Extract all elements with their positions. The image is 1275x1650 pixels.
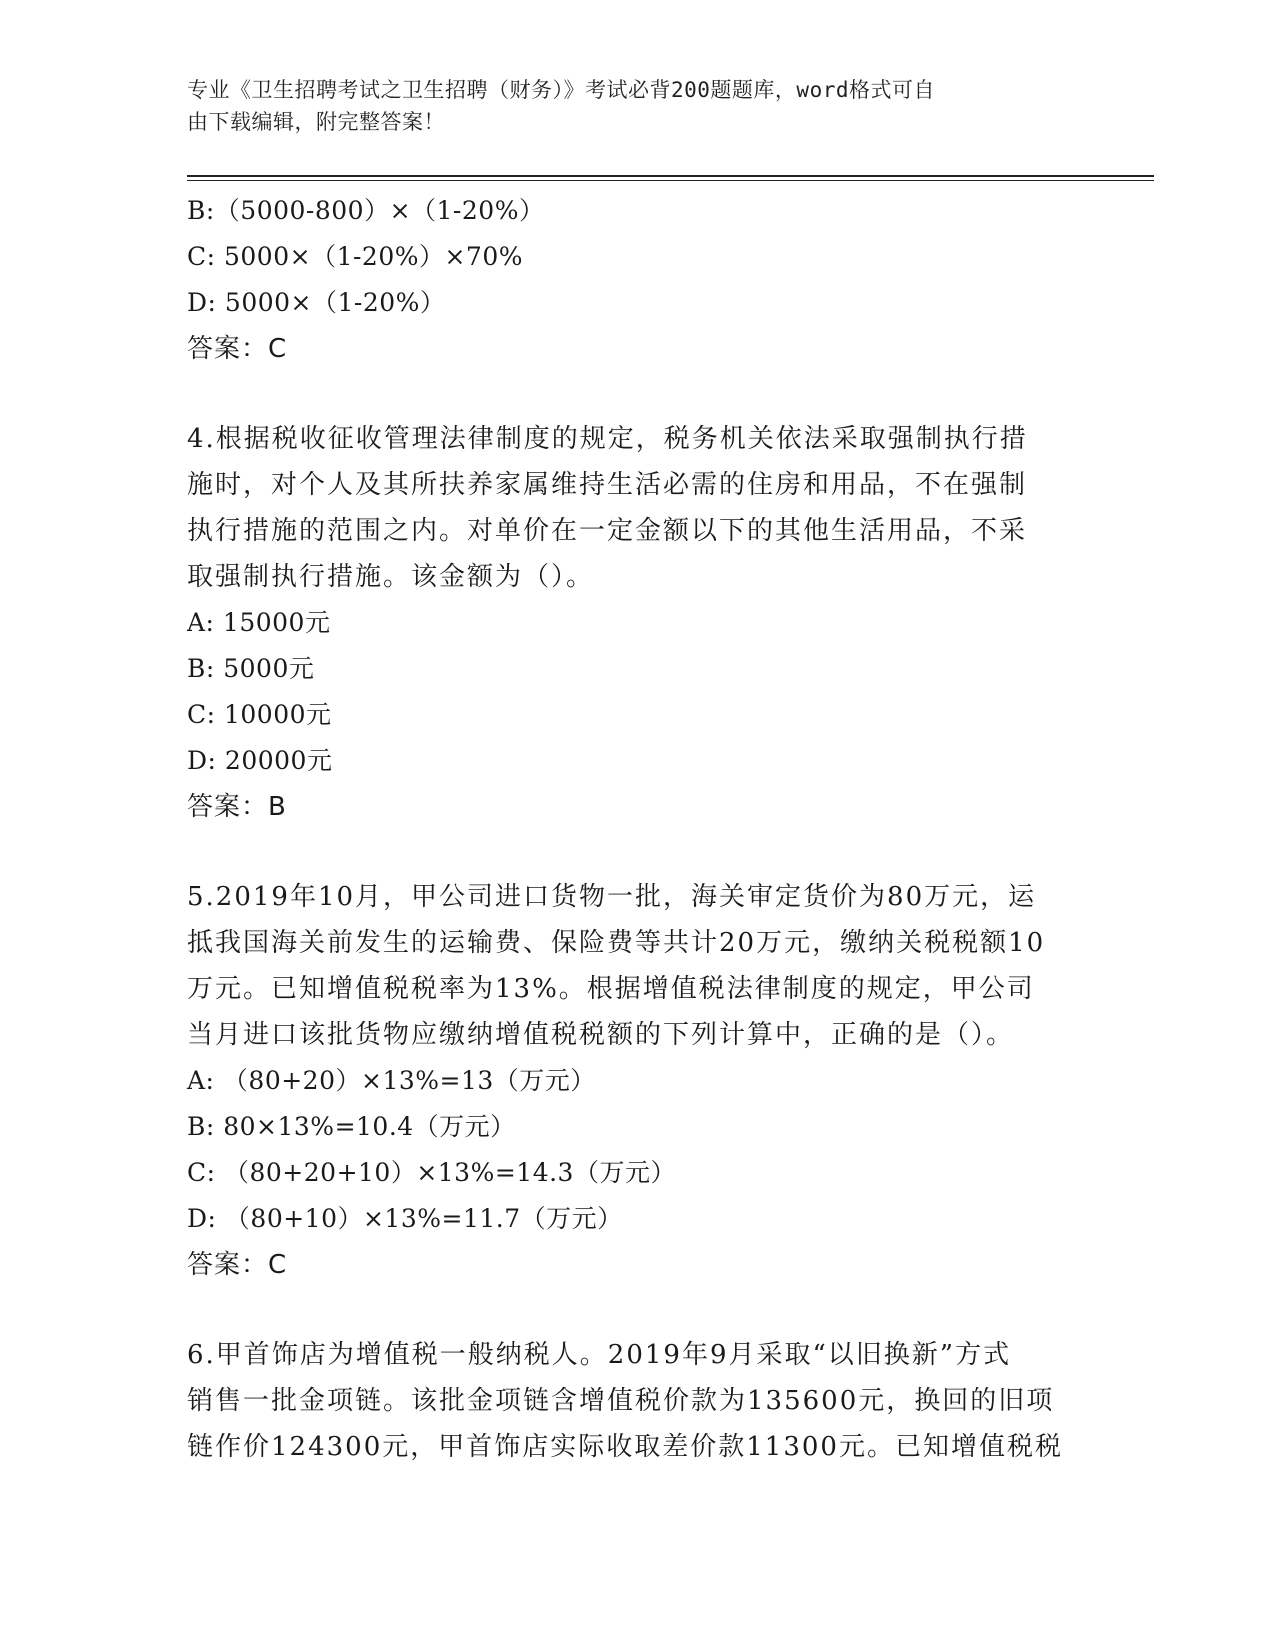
q5-answer: 答案：C — [187, 1250, 288, 1280]
q4-option-b: B: 5000元 — [187, 654, 315, 683]
question-4 — [187, 416, 1087, 830]
q3-answer: 答案：C — [187, 334, 288, 364]
q3-option-b: B:（5000-800）×（1-20%） — [187, 196, 545, 225]
q5-option-a: A: （80+20）×13%=13（万元） — [187, 1066, 596, 1095]
header-line-1: 专业《卫生招聘考试之卫生招聘（财务）》考试必背200题题库，word格式可自 — [187, 78, 935, 102]
q5-stem-line: 当月进口该批货物应缴纳增值税税额的下列计算中，正确的是（）。 — [187, 1020, 1015, 1050]
question-5 — [187, 874, 1087, 1288]
q4-stem-line: 取强制执行措施。该金额为（）。 — [187, 562, 595, 592]
spacer — [187, 372, 1087, 416]
q5-option-d: D: （80+10）×13%=11.7（万元） — [187, 1204, 623, 1233]
spacer — [187, 830, 1087, 874]
q3-option-d: D: 5000×（1-20%） — [187, 288, 446, 317]
spacer — [187, 1288, 1087, 1332]
q4-stem-line: 4.根据税收征收管理法律制度的规定，税务机关依法采取强制执行措 — [187, 424, 1028, 454]
q4-stem-line: 执行措施的范围之内。对单价在一定金额以下的其他生活用品，不采 — [187, 516, 1028, 546]
header-divider-thin — [187, 180, 1154, 181]
q4-option-a: A: 15000元 — [187, 608, 331, 637]
q5-stem-line: 万元。已知增值税税率为13%。根据增值税法律制度的规定，甲公司 — [187, 974, 1035, 1004]
document-body — [187, 188, 1087, 1470]
q5-option-b: B: 80×13%=10.4（万元） — [187, 1112, 516, 1141]
q4-answer: 答案：B — [187, 792, 287, 822]
q4-option-c: C: 10000元 — [187, 700, 332, 729]
document-header — [187, 74, 1067, 138]
q3-option-c: C: 5000×（1-20%）×70% — [187, 242, 524, 271]
question-3 — [187, 188, 1087, 372]
q4-option-d: D: 20000元 — [187, 746, 333, 775]
q4-stem-line: 施时，对个人及其所扶养家属维持生活必需的住房和用品，不在强制 — [187, 470, 1028, 500]
q5-option-c: C: （80+20+10）×13%=14.3（万元） — [187, 1158, 676, 1187]
header-divider-thick — [187, 175, 1154, 177]
q6-stem-line: 销售一批金项链。该批金项链含增值税价款为135600元，换回的旧项 — [187, 1386, 1055, 1416]
q6-stem-line: 链作价124300元，甲首饰店实际收取差价款11300元。已知增值税税 — [187, 1432, 1063, 1462]
q5-stem-line: 5.2019年10月，甲公司进口货物一批，海关审定货价为80万元，运 — [187, 882, 1037, 912]
q6-stem-line: 6.甲首饰店为增值税一般纳税人。2019年9月采取“以旧换新”方式 — [187, 1340, 1012, 1370]
q5-stem-line: 抵我国海关前发生的运输费、保险费等共计20万元，缴纳关税税额10 — [187, 928, 1046, 958]
header-line-2: 由下载编辑，附完整答案！ — [187, 110, 445, 134]
question-6 — [187, 1332, 1087, 1470]
